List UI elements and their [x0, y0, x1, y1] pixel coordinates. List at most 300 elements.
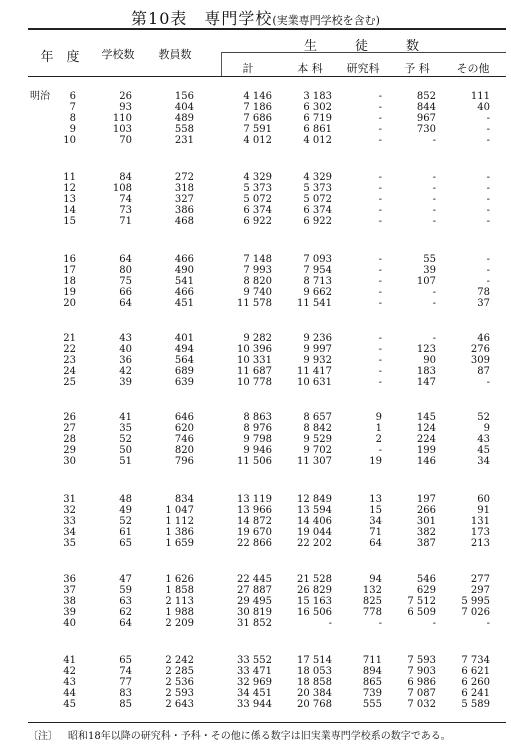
- table-cell: 33 471: [237, 666, 272, 677]
- table-cell: 8 976: [243, 423, 272, 434]
- table-cell: 6 986: [407, 677, 436, 688]
- year-cell: 36: [63, 574, 76, 585]
- table-cell: -: [378, 172, 382, 183]
- table-cell: 14 872: [237, 516, 272, 527]
- table-cell: 796: [174, 456, 194, 467]
- table-row: [0, 276, 511, 287]
- table-cell: -: [378, 91, 382, 102]
- table-cell: 7 093: [303, 254, 332, 265]
- table-cell: 66: [119, 287, 132, 298]
- table-cell: 36: [119, 355, 132, 366]
- table-cell: 13 119: [237, 494, 272, 505]
- table-cell: 33 944: [237, 699, 272, 710]
- table-cell: 29 495: [237, 596, 272, 607]
- table-cell: -: [378, 377, 382, 388]
- table-cell: 7 593: [407, 655, 436, 666]
- table-cell: 404: [174, 102, 194, 113]
- table-cell: 1 626: [165, 574, 194, 585]
- table-cell: 8 820: [243, 276, 272, 287]
- table-cell: 74: [119, 666, 132, 677]
- table-cell: 10 396: [237, 344, 272, 355]
- table-row: [0, 265, 511, 276]
- table-cell: 9: [375, 412, 382, 423]
- table-cell: 10 331: [237, 355, 272, 366]
- table-row: [0, 516, 511, 527]
- table-cell: 52: [477, 412, 490, 423]
- table-cell: 564: [174, 355, 194, 366]
- table-cell: 620: [174, 423, 194, 434]
- table-cell: -: [432, 135, 436, 146]
- era-label: 明治: [30, 91, 50, 102]
- table-row: [0, 377, 511, 388]
- table-cell: 147: [416, 377, 436, 388]
- table-cell: -: [432, 298, 436, 309]
- table-cell: -: [486, 265, 490, 276]
- table-cell: 11 687: [237, 366, 272, 377]
- table-cell: 3 183: [303, 91, 332, 102]
- table-cell: 387: [416, 538, 436, 549]
- table-cell: 18 053: [297, 666, 332, 677]
- table-cell: 277: [470, 574, 490, 585]
- table-cell: 70: [119, 135, 132, 146]
- table-cell: 7 512: [407, 596, 436, 607]
- table-cell: 8 863: [243, 412, 272, 423]
- year-cell: 15: [63, 216, 76, 227]
- table-cell: 46: [477, 333, 490, 344]
- year-cell: 11: [63, 172, 76, 183]
- header-other: その他: [456, 62, 490, 75]
- table-cell: 778: [362, 607, 382, 618]
- table-cell: 11 578: [237, 298, 272, 309]
- table-row: [0, 287, 511, 298]
- table-row: [0, 172, 511, 183]
- year-cell: 42: [63, 666, 76, 677]
- table-cell: 2 593: [165, 688, 194, 699]
- table-cell: 490: [174, 265, 194, 276]
- table-cell: 83: [119, 688, 132, 699]
- table-cell: 6 374: [303, 205, 332, 216]
- table-cell: -: [378, 183, 382, 194]
- table-cell: 9 529: [303, 434, 332, 445]
- table-cell: 156: [174, 91, 194, 102]
- table-cell: -: [378, 366, 382, 377]
- table-cell: 4 146: [243, 91, 272, 102]
- table-cell: -: [378, 298, 382, 309]
- table-cell: 7 148: [243, 254, 272, 265]
- table-cell: 466: [174, 254, 194, 265]
- table-cell: 14 406: [297, 516, 332, 527]
- table-cell: 7 026: [461, 607, 490, 618]
- table-cell: 75: [119, 276, 132, 287]
- table-cell: 64: [119, 254, 132, 265]
- table-row: [0, 655, 511, 666]
- table-cell: 4 329: [243, 172, 272, 183]
- table-cell: 15 163: [297, 596, 332, 607]
- year-cell: 29: [63, 445, 76, 456]
- table-cell: 1: [375, 423, 382, 434]
- table-cell: 12 849: [297, 494, 332, 505]
- table-cell: 19: [369, 456, 382, 467]
- table-cell: 558: [174, 124, 194, 135]
- table-cell: 13: [369, 494, 382, 505]
- table-cell: 131: [470, 516, 490, 527]
- table-cell: 85: [119, 699, 132, 710]
- table-cell: 50: [119, 445, 132, 456]
- header-main-course: 本 科: [297, 62, 323, 75]
- table-title-main: 第10表 専門学校: [131, 9, 273, 28]
- table-cell: 110: [112, 113, 132, 124]
- table-cell: 77: [119, 677, 132, 688]
- table-cell: 40: [477, 102, 490, 113]
- table-cell: 45: [477, 445, 490, 456]
- table-cell: -: [486, 172, 490, 183]
- table-row: [0, 699, 511, 710]
- table-cell: 22 202: [297, 538, 332, 549]
- table-cell: 730: [416, 124, 436, 135]
- table-cell: 21 528: [297, 574, 332, 585]
- table-cell: 47: [119, 574, 132, 585]
- year-cell: 6: [69, 91, 76, 102]
- table-cell: -: [486, 205, 490, 216]
- table-row: [0, 91, 511, 102]
- table-cell: 64: [119, 618, 132, 629]
- year-cell: 43: [63, 677, 76, 688]
- table-cell: 13 966: [237, 505, 272, 516]
- table-cell: 7 186: [243, 102, 272, 113]
- table-cell: 183: [416, 366, 436, 377]
- table-cell: 39: [423, 265, 436, 276]
- table-cell: -: [432, 216, 436, 227]
- table-cell: 546: [416, 574, 436, 585]
- table-cell: 22 445: [237, 574, 272, 585]
- table-row: [0, 333, 511, 344]
- table-cell: -: [378, 124, 382, 135]
- table-cell: 30 819: [237, 607, 272, 618]
- year-cell: 17: [63, 265, 76, 276]
- year-cell: 38: [63, 596, 76, 607]
- table-cell: 39: [119, 377, 132, 388]
- year-cell: 41: [63, 655, 76, 666]
- table-row: [0, 688, 511, 699]
- table-row: [0, 666, 511, 677]
- table-cell: -: [486, 276, 490, 287]
- table-cell: 17 514: [297, 655, 332, 666]
- year-cell: 28: [63, 434, 76, 445]
- table-cell: -: [486, 135, 490, 146]
- year-cell: 19: [63, 287, 76, 298]
- table-row: [0, 344, 511, 355]
- table-row: [0, 677, 511, 688]
- table-cell: 2 113: [165, 596, 194, 607]
- table-cell: 7 591: [243, 124, 272, 135]
- year-cell: 34: [63, 527, 76, 538]
- table-row: [0, 366, 511, 377]
- table-row: [0, 574, 511, 585]
- table-cell: 27 887: [237, 585, 272, 596]
- table-row: [0, 585, 511, 596]
- table-cell: 48: [119, 494, 132, 505]
- table-cell: 108: [112, 183, 132, 194]
- table-cell: 489: [174, 113, 194, 124]
- table-cell: 64: [369, 538, 382, 549]
- table-cell: 26 829: [297, 585, 332, 596]
- table-row: [0, 205, 511, 216]
- table-cell: 35: [119, 423, 132, 434]
- year-cell: 22: [63, 344, 76, 355]
- table-cell: -: [486, 194, 490, 205]
- table-cell: 852: [416, 91, 436, 102]
- table-cell: 689: [174, 366, 194, 377]
- table-cell: 62: [119, 607, 132, 618]
- header-teachers: 教員数: [158, 48, 192, 61]
- table-cell: 146: [416, 456, 436, 467]
- table-cell: 87: [477, 366, 490, 377]
- table-cell: 64: [119, 298, 132, 309]
- table-cell: 224: [416, 434, 436, 445]
- table-cell: 541: [174, 276, 194, 287]
- header-students-group: 生 徒 数: [303, 39, 423, 54]
- footnote-label: 〔注〕: [28, 731, 58, 742]
- table-cell: 34 451: [237, 688, 272, 699]
- year-cell: 31: [63, 494, 76, 505]
- table-cell: 61: [119, 527, 132, 538]
- table-row: [0, 298, 511, 309]
- table-cell: 52: [119, 434, 132, 445]
- table-cell: 967: [416, 113, 436, 124]
- year-cell: 30: [63, 456, 76, 467]
- table-cell: -: [378, 344, 382, 355]
- year-cell: 13: [63, 194, 76, 205]
- table-cell: -: [378, 254, 382, 265]
- table-cell: 629: [416, 585, 436, 596]
- table-cell: -: [378, 102, 382, 113]
- table-cell: -: [486, 183, 490, 194]
- table-cell: 20 768: [297, 699, 332, 710]
- year-cell: 44: [63, 688, 76, 699]
- table-cell: 1 386: [165, 527, 194, 538]
- table-cell: 301: [416, 516, 436, 527]
- table-cell: -: [378, 355, 382, 366]
- table-cell: -: [432, 183, 436, 194]
- year-cell: 21: [63, 333, 76, 344]
- table-cell: 5 373: [243, 183, 272, 194]
- table-cell: 37: [477, 298, 490, 309]
- table-cell: 43: [119, 333, 132, 344]
- table-cell: 6 861: [303, 124, 332, 135]
- table-row: [0, 505, 511, 516]
- table-cell: 2 285: [165, 666, 194, 677]
- table-cell: -: [378, 287, 382, 298]
- table-cell: 51: [119, 456, 132, 467]
- table-cell: 5 589: [461, 699, 490, 710]
- year-cell: 14: [63, 205, 76, 216]
- table-cell: 55: [423, 254, 436, 265]
- table-row: [0, 216, 511, 227]
- table-cell: 272: [174, 172, 194, 183]
- table-cell: 5 373: [303, 183, 332, 194]
- table-cell: 825: [362, 596, 382, 607]
- table-cell: 9 798: [243, 434, 272, 445]
- table-cell: 6 621: [461, 666, 490, 677]
- header-preparatory: 予 科: [404, 62, 430, 75]
- table-cell: 213: [470, 538, 490, 549]
- table-cell: 10 778: [237, 377, 272, 388]
- table-cell: 123: [416, 344, 436, 355]
- table-cell: 42: [119, 366, 132, 377]
- table-row: [0, 194, 511, 205]
- table-cell: -: [432, 172, 436, 183]
- table-cell: 2 643: [165, 699, 194, 710]
- year-cell: 23: [63, 355, 76, 366]
- table-cell: 7 954: [303, 265, 332, 276]
- table-cell: 2: [375, 434, 382, 445]
- table-row: [0, 445, 511, 456]
- table-cell: 84: [119, 172, 132, 183]
- table-cell: 5 995: [461, 596, 490, 607]
- table-cell: 9 662: [303, 287, 332, 298]
- table-cell: 6 922: [243, 216, 272, 227]
- table-cell: 73: [119, 205, 132, 216]
- table-row: [0, 355, 511, 366]
- year-cell: 27: [63, 423, 76, 434]
- year-cell: 24: [63, 366, 76, 377]
- table-cell: 71: [119, 216, 132, 227]
- table-cell: 1 858: [165, 585, 194, 596]
- table-cell: 32 969: [237, 677, 272, 688]
- table-cell: 6 241: [461, 688, 490, 699]
- table-cell: 11 417: [297, 366, 332, 377]
- table-cell: 10 631: [297, 377, 332, 388]
- table-bottom-rule: [28, 722, 506, 723]
- table-cell: 9 932: [303, 355, 332, 366]
- header-schools: 学校数: [101, 48, 135, 61]
- year-cell: 9: [69, 124, 76, 135]
- table-cell: 34: [369, 516, 382, 527]
- table-cell: 4 012: [243, 135, 272, 146]
- table-cell: 7 087: [407, 688, 436, 699]
- table-cell: -: [378, 276, 382, 287]
- table-cell: 2 242: [165, 655, 194, 666]
- table-cell: 49: [119, 505, 132, 516]
- table-cell: 401: [174, 333, 194, 344]
- table-cell: 124: [416, 423, 436, 434]
- table-cell: 26: [119, 91, 132, 102]
- table-cell: 894: [362, 666, 382, 677]
- year-cell: 25: [63, 377, 76, 388]
- table-cell: 8 713: [303, 276, 332, 287]
- table-cell: 20 384: [297, 688, 332, 699]
- table-cell: 309: [470, 355, 490, 366]
- table-cell: 34: [477, 456, 490, 467]
- table-cell: 19 044: [297, 527, 332, 538]
- table-cell: 9 740: [243, 287, 272, 298]
- table-cell: 9 702: [303, 445, 332, 456]
- table-row: [0, 618, 511, 629]
- year-cell: 39: [63, 607, 76, 618]
- table-cell: 555: [362, 699, 382, 710]
- table-cell: 94: [369, 574, 382, 585]
- table-cell: 31 852: [237, 618, 272, 629]
- table-row: [0, 456, 511, 467]
- table-cell: 6 302: [303, 102, 332, 113]
- table-cell: 103: [112, 124, 132, 135]
- year-cell: 10: [63, 135, 76, 146]
- table-cell: 451: [174, 298, 194, 309]
- table-cell: 231: [174, 135, 194, 146]
- table-cell: -: [328, 618, 332, 629]
- table-cell: 132: [362, 585, 382, 596]
- table-row: [0, 494, 511, 505]
- year-cell: 7: [69, 102, 76, 113]
- table-cell: -: [378, 216, 382, 227]
- header-year: 年 度: [40, 50, 80, 65]
- table-row: [0, 183, 511, 194]
- table-row: [0, 596, 511, 607]
- table-cell: 9 236: [303, 333, 332, 344]
- table-row: [0, 254, 511, 265]
- table-cell: -: [486, 124, 490, 135]
- footnote-text: 昭和18年以降の研究科・予科・その他に係る数字は旧実業専門学校系の数字である。: [68, 731, 451, 742]
- table-cell: -: [378, 135, 382, 146]
- table-cell: 844: [416, 102, 436, 113]
- table-cell: -: [378, 333, 382, 344]
- table-cell: 107: [416, 276, 436, 287]
- table-row: [0, 434, 511, 445]
- table-cell: 43: [477, 434, 490, 445]
- table-cell: -: [432, 618, 436, 629]
- table-cell: 865: [362, 677, 382, 688]
- table-cell: 6 509: [407, 607, 436, 618]
- table-cell: -: [486, 377, 490, 388]
- table-cell: 1 988: [165, 607, 194, 618]
- table-cell: 60: [477, 494, 490, 505]
- table-cell: 1 047: [165, 505, 194, 516]
- table-cell: 382: [416, 527, 436, 538]
- table-cell: 327: [174, 194, 194, 205]
- table-cell: 74: [119, 194, 132, 205]
- year-cell: 40: [63, 618, 76, 629]
- table-cell: 11 307: [297, 456, 332, 467]
- table-cell: 63: [119, 596, 132, 607]
- table-cell: 71: [369, 527, 382, 538]
- header-total: 計: [242, 62, 254, 75]
- table-cell: 466: [174, 287, 194, 298]
- year-cell: 18: [63, 276, 76, 287]
- table-cell: 494: [174, 344, 194, 355]
- year-cell: 35: [63, 538, 76, 549]
- table-cell: 4 012: [303, 135, 332, 146]
- table-cell: 16 506: [297, 607, 332, 618]
- table-cell: 65: [119, 538, 132, 549]
- table-cell: 5 072: [303, 194, 332, 205]
- table-cell: 7 903: [407, 666, 436, 677]
- table-cell: 9 946: [243, 445, 272, 456]
- year-cell: 16: [63, 254, 76, 265]
- table-cell: -: [486, 216, 490, 227]
- table-cell: 2 536: [165, 677, 194, 688]
- table-row: [0, 135, 511, 146]
- table-cell: 7 686: [243, 113, 272, 124]
- table-cell: 173: [470, 527, 490, 538]
- year-cell: 33: [63, 516, 76, 527]
- table-cell: -: [378, 265, 382, 276]
- table-title-sub: (実業専門学校を含む): [272, 14, 380, 27]
- table-cell: -: [486, 113, 490, 124]
- table-cell: 65: [119, 655, 132, 666]
- table-cell: 820: [174, 445, 194, 456]
- table-cell: 318: [174, 183, 194, 194]
- table-cell: 80: [119, 265, 132, 276]
